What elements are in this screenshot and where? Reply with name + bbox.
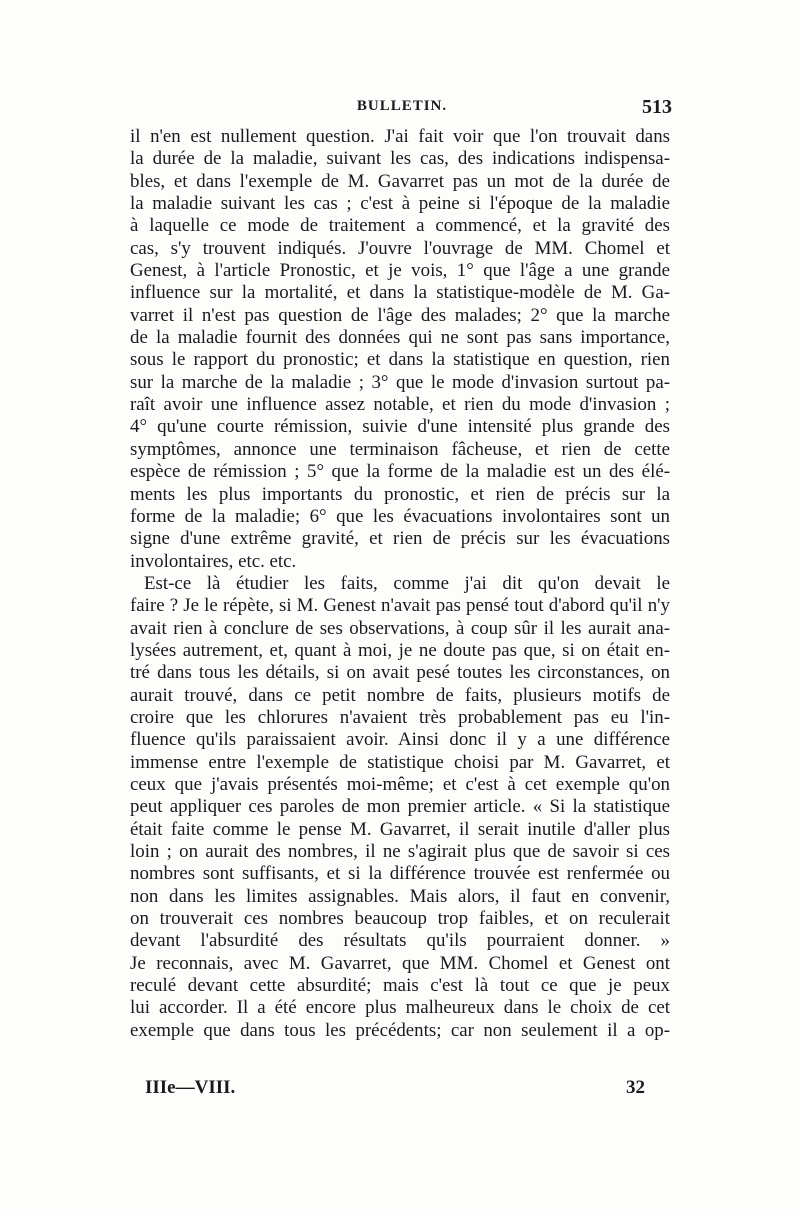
body-text [130,126,670,1042]
text-line: la durée de la maladie, suivant les cas, des indications indispensa- [130,148,670,170]
text-line: avait rien à conclure de ses observations, à coup sûr il les aurait ana- [130,617,670,639]
text-line: lysées autrement, et, quant à moi, je ne doute pas que, si on était en- [130,639,670,661]
text-line: tré dans tous les détails, si on avait pesé toutes les circonstances, on [130,662,670,684]
text-line: espèce de rémission ; 5° que la forme de la maladie est un des élé- [130,461,670,483]
text-line: aurait trouvé, dans ce petit nombre de faits, plusieurs motifs de [130,684,670,706]
text-line: exemple que dans tous les précédents; car non seulement il a op- [130,1019,670,1041]
text-line: à laquelle ce mode de traitement a commencé, et la gravité des [130,215,670,237]
text-line: ceux que j'avais présentés moi-même; et c'est à cet exemple qu'on [130,773,670,795]
text-line: ments les plus importants du pronostic, et rien de précis sur la [130,483,670,505]
text-line: Je reconnais, avec M. Gavarret, que MM. Chomel et Genest ont [130,952,670,974]
text-line: symptômes, annonce une terminaison fâcheuse, et rien de cette [130,438,670,460]
text-line: nombres sont suffisants, et si la différence trouvée est renfermée ou [130,863,670,885]
sheet-number: 32 [626,1077,645,1098]
page-footer [145,1077,665,1103]
text-line: sur la marche de la maladie ; 3° que le mode d'invasion surtout pa- [130,371,670,393]
text-line: varret il n'est pas question de l'âge des malades; 2° que la marche [130,304,670,326]
text-line: bles, et dans l'exemple de M. Gavarret pas un mot de la durée de [130,170,670,192]
text-line: on trouverait ces nombres beaucoup trop faibles, et on reculerait [130,908,670,930]
text-line: non dans les limites assignables. Mais alors, il faut en convenir, [130,885,670,907]
text-line: immense entre l'exemple de statistique choisi par M. Gavarret, et [130,751,670,773]
text-line: fluence qu'ils paraissaient avoir. Ainsi donc il y a une différence [130,729,670,751]
text-line: croire que les chlorures n'avaient très probablement pas eu l'in- [130,706,670,728]
text-line: peut appliquer ces paroles de mon premier article. « Si la statistique [130,796,670,818]
text-line: 4° qu'une courte rémission, suivie d'une intensité plus grande des [130,416,670,438]
running-head [132,98,672,122]
text-line: raît avoir une influence assez notable, et rien du mode d'invasion ; [130,394,670,416]
text-line: sous le rapport du pronostic; et dans la statistique en question, rien [130,349,670,371]
text-line: loin ; on aurait des nombres, il ne s'agirait plus que de savoir si ces [130,841,670,862]
text-line: Genest, à l'article Pronostic, et je vois, 1° que l'âge a une grande [130,260,670,282]
text-line: devant l'absurdité des résultats qu'ils pourraient donner. » [130,930,670,952]
text-line: faire ? Je le répète, si M. Genest n'avait pas pensé tout d'abord qu'il n'y [130,595,670,617]
text-line: il n'en est nullement question. J'ai fait voir que l'on trouvait dans [130,126,670,147]
text-line: lui accorder. Il a été encore plus malheureux dans le choix de cet [130,997,670,1019]
text-line: reculé devant cette absurdité; mais c'est là tout ce que je peux [130,975,670,997]
paragraph-start-line: Est-ce là étudier les faits, comme j'ai dit qu'on devait le [144,572,670,594]
text-line: de la maladie fournit des données qui ne sont pas sans importance, [130,327,670,349]
text-line: influence sur la mortalité, et dans la statistique-modèle de M. Ga- [130,282,670,304]
text-line: involontaires, etc. etc. [130,550,297,572]
running-title: BULLETIN. [356,98,448,114]
page-number: 513 [642,96,672,118]
text-line: cas, s'y trouvent indiqués. J'ouvre l'ouvrage de MM. Chomel et [130,237,670,259]
text-line: était faite comme le pense M. Gavarret, il serait inutile d'aller plus [130,818,670,840]
signature-mark: IIIe—VIII. [145,1077,236,1098]
text-line: la maladie suivant les cas ; c'est à peine si l'époque de la maladie [130,193,670,215]
text-line: signe d'une extrême gravité, et rien de précis sur les évacuations [130,528,670,550]
text-line: forme de la maladie; 6° que les évacuations involontaires sont un [130,505,670,527]
